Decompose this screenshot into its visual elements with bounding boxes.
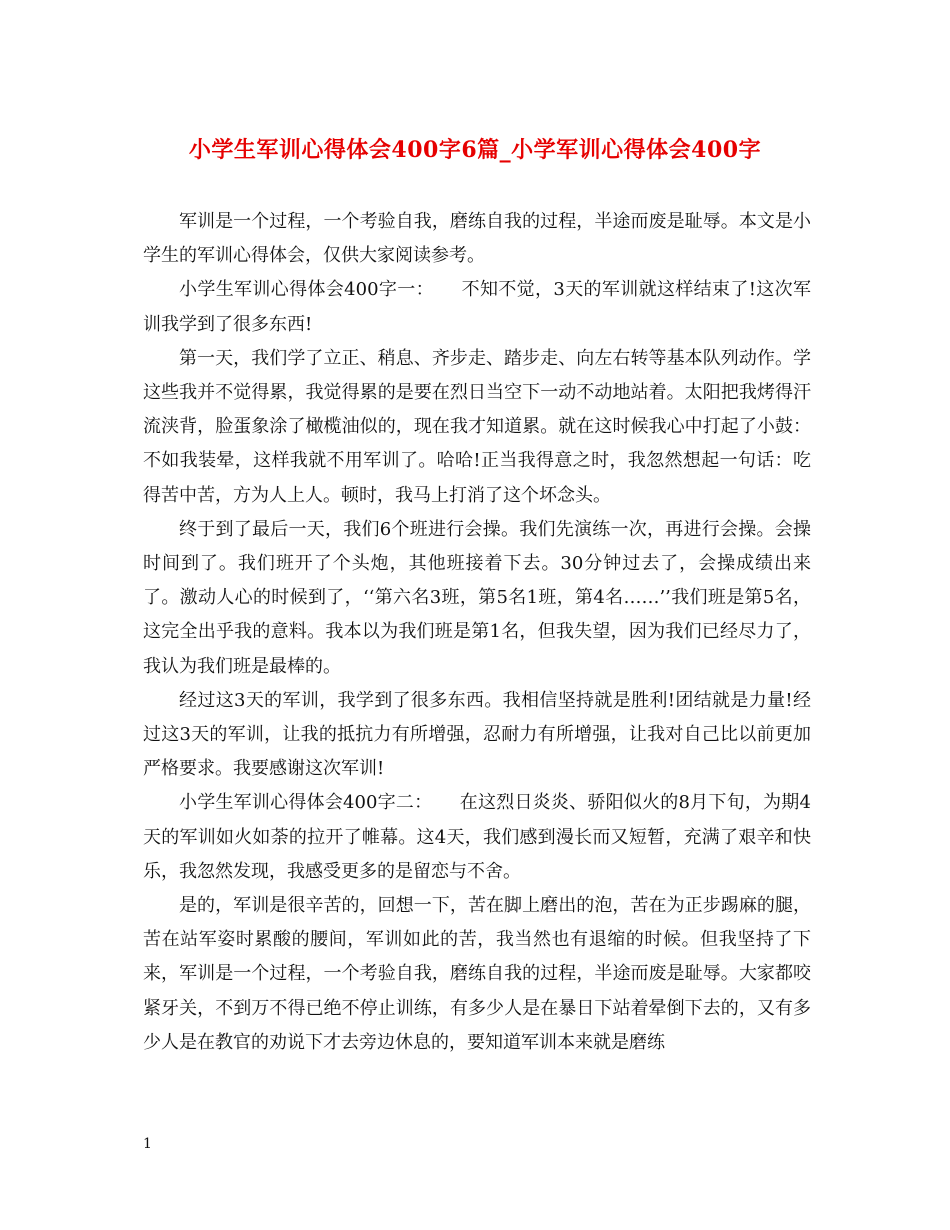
paragraph: 小学生军训心得体会400字二： 在这烈日炎炎、骄阳似火的8月下旬，为期4天的军训如火如荼的拉开了帷幕。这4天，我们感到漫长而又短暂，充满了艰辛和快乐，我忽然发现，我感受更多的是留恋与不舍。 bbox=[143, 792, 811, 882]
paragraph: 经过这3天的军训，我学到了很多东西。我相信坚持就是胜利!团结就是力量!经过这3天的军训，让我的抵抗力有所增强，忍耐力有所增强，让我对自己比以前更加严格要求。我要感谢这次军训! bbox=[143, 689, 811, 780]
document-body bbox=[143, 205, 811, 1060]
paragraph: 终于到了最后一天，我们6个班进行会操。我们先演练一次，再进行会操。会操时间到了。我们班开了个头炮，其他班接着下去。30分钟过去了，会操成绩出来了。激动人心的时候到了，‘‘第六名3班，第5名1班，第4名……’’我们班是第5名，这完全出乎我的意料。我本以为我们班是第1名，但我失望，因为我们已经尽力了，我认为我们班是最棒的。 bbox=[143, 518, 811, 677]
page-number: 1 bbox=[143, 1136, 152, 1152]
paragraph: 第一天，我们学了立正、稍息、齐步走、踏步走、向左右转等基本队列动作。学这些我并不觉得累，我觉得累的是要在烈日当空下一动不动地站着。太阳把我烤得汗流浃背，脸蛋象涂了橄榄油似的，现在我才知道累。就在这时候我心中打起了小鼓：不如我装晕，这样我就不用军训了。哈哈!正当我得意之时，我忽然想起一句话：吃得苦中苦，方为人上人。顿时，我马上打消了这个坏念头。 bbox=[143, 347, 811, 506]
paragraph: 军训是一个过程，一个考验自我，磨练自我的过程，半途而废是耻辱。本文是小学生的军训心得体会，仅供大家阅读参考。 bbox=[143, 211, 811, 267]
paragraph: 小学生军训心得体会400字一： 不知不觉，3天的军训就这样结束了!这次军训我学到了很多东西! bbox=[143, 279, 811, 335]
paragraph: 是的，军训是很辛苦的，回想一下，苦在脚上磨出的泡，苦在为正步踢麻的腿，苦在站军姿时累酸的腰间，军训如此的苦，我当然也有退缩的时候。但我坚持了下来，军训是一个过程，一个考验自我，磨练自我的过程，半途而废是耻辱。大家都咬紧牙关，不到万不得已绝不停止训练，有多少人是在暴日下站着晕倒下去的，又有多少人是在教官的劝说下才去旁边休息的，要知道军训本来就是磨练 bbox=[143, 895, 811, 1053]
document-title: 小学生军训心得体会400字6篇_小学军训心得体会400字 bbox=[188, 137, 762, 163]
